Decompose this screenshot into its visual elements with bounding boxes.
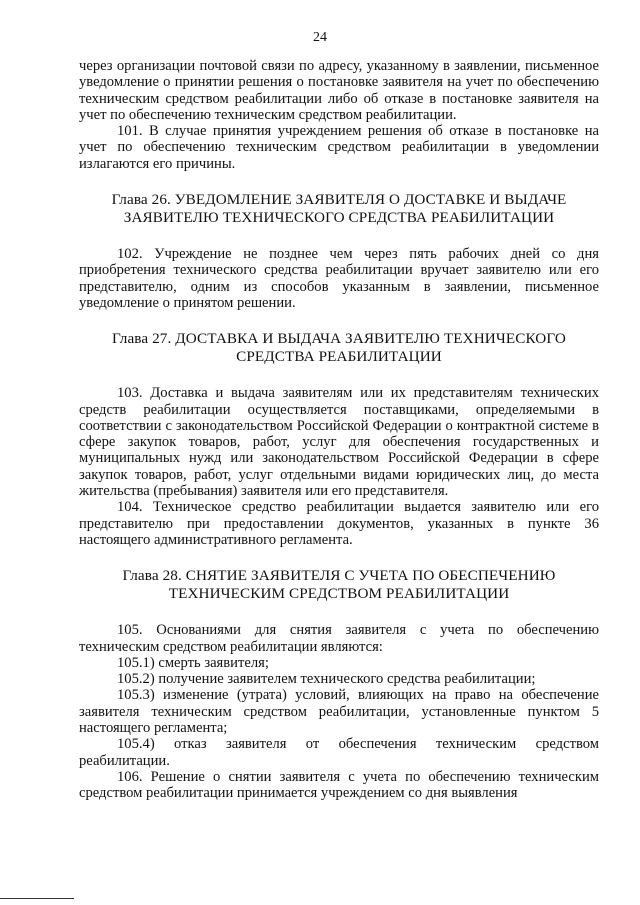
paragraph: через организации почтовой связи по адресу, указанному в заявлении, письменное уведомление о принятии решения о постановке заявителя на учет по обеспечению техническим средством реабилитации либо об отказе в постановке заявителя на учет по обеспечению техническим средством реабилитации. xyxy=(79,58,599,123)
paragraph: 101. В случае принятия учреждением решения об отказе в постановке на учет по обеспечению техническим средством реабилитации в уведомлении излагаются его причины. xyxy=(79,123,599,172)
chapter-heading-line: ЗАЯВИТЕЛЮ ТЕХНИЧЕСКОГО СРЕДСТВА РЕАБИЛИТАЦИИ xyxy=(123,209,555,227)
page-number: 24 xyxy=(313,30,327,45)
document-body xyxy=(79,58,599,802)
paragraph: 104. Техническое средство реабилитации выдается заявителю или его представителю при предоставлении документов, указанных в пункте 36 настоящего административного регламента. xyxy=(79,499,599,548)
footnote-separator xyxy=(0,898,74,899)
paragraph: 105.2) получение заявителем технического средства реабилитации; xyxy=(117,671,536,688)
paragraph: 105.4) отказ заявителя от обеспечения техническим средством реабилитации. xyxy=(79,736,599,769)
paragraph: 106. Решение о снятии заявителя с учета по обеспечению техническим средством реабилитации принимается учреждением со дня выявления xyxy=(79,768,599,802)
paragraph: 105.3) изменение (утрата) условий, влияющих на право на обеспечение заявителя техническим средством реабилитации, установленные пунктом 5 настоящего регламента; xyxy=(79,687,599,737)
paragraph: 105. Основаниями для снятия заявителя с учета по обеспечению техническим средством реабилитации являются: xyxy=(79,622,599,655)
chapter-heading-line: СРЕДСТВА РЕАБИЛИТАЦИИ xyxy=(236,348,442,366)
paragraph: 103. Доставка и выдача заявителям или их представителям технических средств реабилитации осуществляется поставщиками, определяемыми в соответствии с законодательством Российской Федерации о контрактной системе в сфере закупок товаров, работ, услуг для обеспечения государственных и муниципальных нужд или законодательством Российской Федерации в сфере закупок товаров, работ, услуг отдельными видами юридических лиц, до места жительства (пребывания) заявителя или его представителя. xyxy=(79,385,599,500)
paragraph: 102. Учреждение не позднее чем через пять рабочих дней со дня приобретения технического средства реабилитации вручает заявителю или его представителю, одним из способов указанным в заявлении, письменное уведомление о принятом решении. xyxy=(79,246,599,311)
chapter-heading-line: Глава 28. СНЯТИЕ ЗАЯВИТЕЛЯ С УЧЕТА ПО ОБЕСПЕЧЕНИЮ xyxy=(122,567,556,585)
chapter-heading xyxy=(79,330,599,366)
chapter-heading-line: Глава 26. УВЕДОМЛЕНИЕ ЗАЯВИТЕЛЯ О ДОСТАВКЕ И ВЫДАЧЕ xyxy=(111,191,567,209)
chapter-heading-line: ТЕХНИЧЕСКИМ СРЕДСТВОМ РЕАБИЛИТАЦИИ xyxy=(168,585,510,603)
chapter-heading-line: Глава 27. ДОСТАВКА И ВЫДАЧА ЗАЯВИТЕЛЮ ТЕХНИЧЕСКОГО xyxy=(112,330,566,348)
paragraph: 105.1) смерть заявителя; xyxy=(117,654,269,671)
chapter-heading xyxy=(79,567,599,603)
chapter-heading xyxy=(79,191,599,227)
